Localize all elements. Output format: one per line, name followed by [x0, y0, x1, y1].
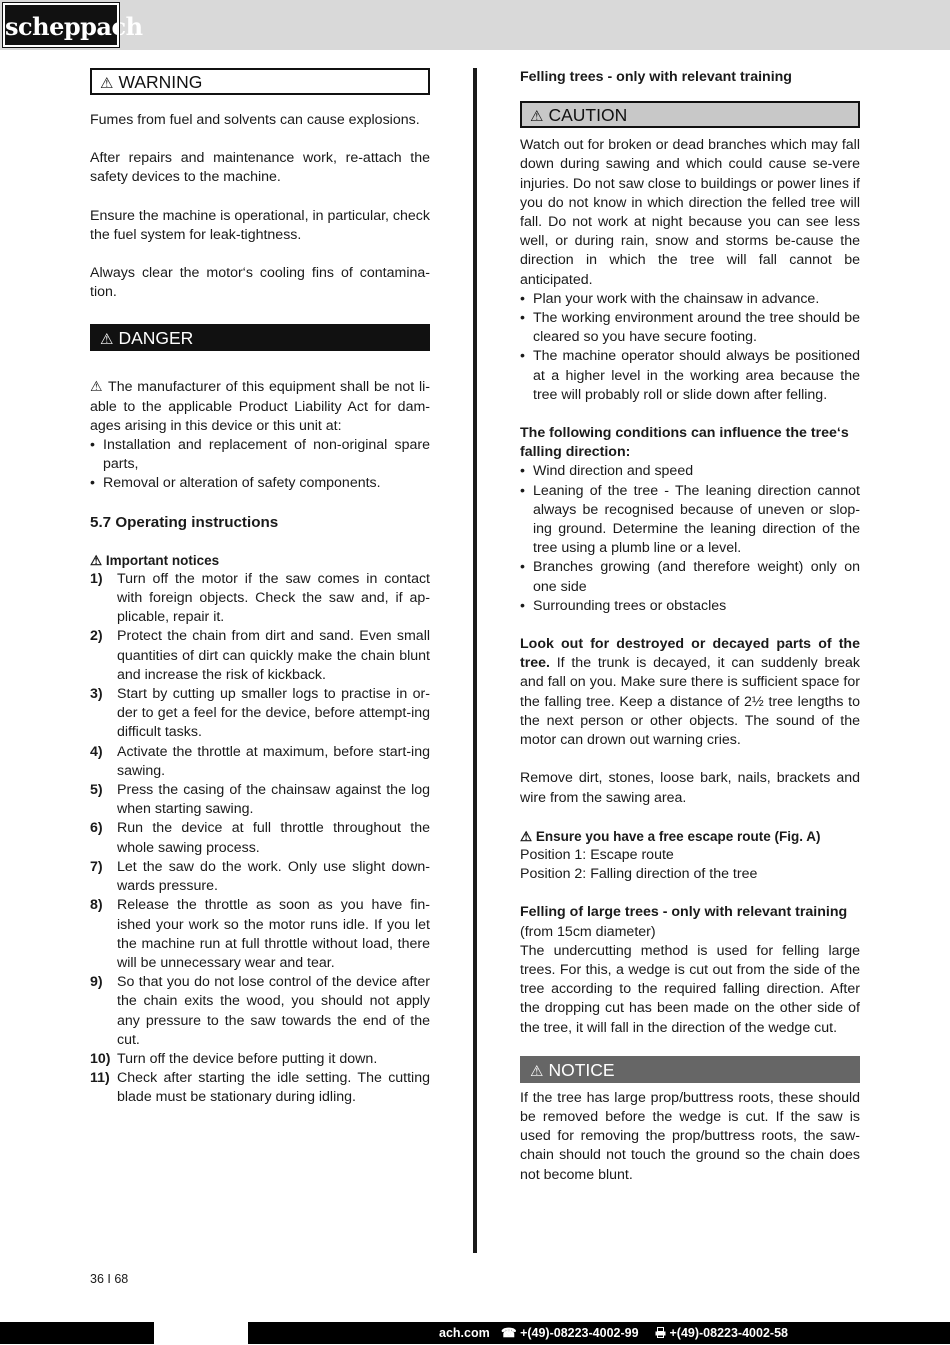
- section-heading: 5.7 Operating instructions: [90, 513, 279, 531]
- list-item: • Branches growing (and therefore weight) only on one side: [520, 558, 860, 596]
- list-text: Check after starting the idle setting. The cutting blade must be stationary during idling.: [117, 1070, 430, 1106]
- escape-heading: [520, 827, 860, 846]
- page-number: 36 I 68: [90, 1272, 129, 1286]
- conditions-bullet-list: [520, 462, 860, 616]
- warning-para-2: After repairs and maintenance work, re-attach the safety devices to the machine.: [90, 150, 430, 186]
- list-text: Protect the chain from dirt and sand. Even small quantities of dirt can quickly make the chain blunt and increase the risk of kickback.: [117, 628, 430, 683]
- warning-para-1: Fumes from fuel and solvents can cause explosions.: [90, 112, 420, 128]
- warning-para-4: Always clear the motor‘s cooling fins of contamina-tion.: [90, 265, 430, 301]
- list-number: 4): [90, 743, 103, 760]
- list-item: [90, 819, 430, 857]
- list-text: Turn off the device before putting it down.: [117, 1050, 378, 1067]
- list-text: Turn off the motor if the saw comes in contact with foreign objects. Check the saw and, if ap-plicable, repair it.: [117, 570, 430, 626]
- list-number: 3): [90, 686, 103, 703]
- caution-title: CAUTION: [548, 105, 628, 126]
- large-trees-sub: (from 15cm diameter): [520, 923, 656, 940]
- footer-fax: [655, 1322, 788, 1344]
- list-number: 7): [90, 858, 103, 875]
- large-trees-text: The undercutting method is used for felling large trees. For this, a wedge is cut out from the side of the tree according to the required falling direction. After the dropping cut has been made on the other side of the tree, it will fall in the direction of the wedge cut.: [520, 942, 860, 1036]
- footer-phone-number: +(49)-08223-4002-99: [520, 1326, 639, 1340]
- position-1: Position 1: Escape route: [520, 846, 674, 863]
- footer-website: ach.com: [439, 1326, 490, 1340]
- warning-triangle-icon: ⚠: [100, 75, 114, 92]
- footer-phone: [501, 1322, 639, 1344]
- decayed-body: If the trunk is decayed, it can suddenly break and fall on you. Make sure there is sufficient space for the falling tree. Keep a distance of 2½ tree lengths to the next person or other objects. The sound of the motor can drown out warning cries.: [520, 655, 860, 749]
- list-number: 2): [90, 628, 103, 645]
- large-trees-heading: Felling of large trees - only with relevant training: [520, 904, 848, 921]
- list-item: • The working environment around the tree should be cleared so you have secure footing.: [520, 309, 860, 347]
- phone-icon: ☎: [501, 1326, 517, 1340]
- column-divider: [473, 68, 477, 1253]
- remove-paragraph: Remove dirt, stones, loose bark, nails, brackets and wire from the sawing area.: [520, 770, 860, 806]
- list-item: [90, 1069, 430, 1107]
- notice-title: NOTICE: [548, 1059, 615, 1080]
- list-text: Activate the throttle at maximum, before start-ing sawing.: [117, 743, 430, 779]
- felling-heading: Felling trees - only with relevant training: [520, 69, 792, 85]
- warning-para-3: Ensure the machine is operational, in particular, check the fuel system for leak-tightness.: [90, 207, 430, 243]
- caution-box: [520, 101, 860, 128]
- list-text: Start by cutting up smaller logs to practise in or-der to get a feel for the device, before attempt-ing difficult tasks.: [117, 686, 430, 741]
- list-number: 5): [90, 782, 103, 799]
- danger-bullet-list: [90, 436, 430, 494]
- list-item: • Removal or alteration of safety components.: [90, 474, 430, 493]
- warning-box: [90, 68, 430, 95]
- danger-text: [90, 378, 430, 436]
- list-number: 6): [90, 820, 103, 837]
- warning-triangle-icon: ⚠: [90, 552, 103, 568]
- notice-box: [520, 1056, 860, 1083]
- left-column: [90, 68, 430, 1108]
- caution-bullet-list: [520, 290, 860, 405]
- list-number: 9): [90, 974, 103, 991]
- decayed-paragraph: [520, 635, 860, 750]
- list-item: [90, 973, 430, 1050]
- list-number: 10): [90, 1050, 111, 1067]
- list-item: • Surrounding trees or obstacles: [520, 597, 860, 616]
- warning-triangle-icon: ⚠: [100, 331, 114, 349]
- list-item: • The machine operator should always be positioned at a higher level in the working area because the tree will probably roll or slide down after felling.: [520, 347, 860, 405]
- list-item: [90, 685, 430, 743]
- footer-gap: [154, 1322, 248, 1344]
- list-text: Release the throttle as soon as you have fin-ished your work so the motor runs idle. If you let the machine run at full throttle without load, there will be unnecessary wear and tear.: [117, 897, 430, 971]
- notice-text: If the tree has large prop/buttress roots, these should be removed before the wedge is cut. If the saw is used for removing the prop/buttress roots, the saw-chain should not touch the ground so the chain does not become blunt.: [520, 1089, 860, 1183]
- list-item: [90, 896, 430, 973]
- list-item: [90, 781, 430, 819]
- list-item: • Installation and replacement of non-original spare parts,: [90, 436, 430, 474]
- list-text: Let the saw do the work. Only use slight down-wards pressure.: [117, 858, 430, 895]
- escape-heading-label: Ensure you have a free escape route (Fig. A): [535, 828, 821, 844]
- caution-text: Watch out for broken or dead branches which may fall down during sawing and which could cause se-vere injuries. Do not saw close to buildings or power lines if you do not know in which direction the felled tree will fall. Do not work at night because you can see less well, or during rain, snow and storms be-cause the direction in which the tree will fall cannot be anticipated.: [520, 137, 860, 288]
- warning-triangle-icon: ⚠: [520, 828, 533, 844]
- brand-logo: scheppach: [3, 3, 119, 47]
- list-number: 1): [90, 570, 103, 587]
- danger-text-body: The manufacturer of this equipment shall be not li-able to the applicable Product Liability Act for dam-ages arising in this device or this unit at:: [90, 379, 430, 434]
- warning-title: WARNING: [118, 72, 203, 92]
- warning-triangle-icon: ⚠: [530, 1062, 544, 1080]
- danger-title: DANGER: [118, 328, 194, 349]
- danger-box: [90, 324, 430, 351]
- list-item: • Wind direction and speed: [520, 462, 860, 481]
- right-column: [520, 68, 860, 1185]
- list-number: 8): [90, 897, 103, 914]
- conditions-heading: The following conditions can influence the tree‘s falling direction:: [520, 425, 849, 461]
- list-number: 11): [90, 1070, 110, 1087]
- footer-fax-number: +(49)-08223-4002-58: [669, 1326, 788, 1340]
- fax-icon: [655, 1327, 666, 1338]
- position-2: Position 2: Falling direction of the tree: [520, 866, 758, 883]
- list-item: [90, 1050, 430, 1069]
- decayed-lead: Look out for destroyed or decayed parts of the tree.: [520, 636, 860, 672]
- warning-triangle-icon: ⚠: [90, 379, 104, 396]
- list-item: • Leaning of the tree - The leaning direction cannot always be recognised because of uneven or slop-ing ground. Determine the leaning direction of the tree using a plumb line or a level.: [520, 482, 860, 559]
- list-item: • Plan your work with the chainsaw in advance.: [520, 290, 860, 309]
- list-item: [90, 627, 430, 685]
- warning-triangle-icon: ⚠: [530, 108, 544, 126]
- list-item: [90, 858, 430, 896]
- important-notices-label: Important notices: [105, 552, 220, 568]
- instructions-list: [90, 570, 430, 1108]
- list-item: [90, 570, 430, 628]
- important-notices-heading: [90, 551, 430, 570]
- list-text: Press the casing of the chainsaw against the log when starting sawing.: [117, 782, 430, 818]
- list-text: So that you do not lose control of the device after the chain exits the wood, you should not apply any pressure to the saw towards the end of the cut.: [117, 974, 430, 1048]
- list-text: Run the device at full throttle throughout the whole sawing process.: [117, 820, 430, 856]
- list-item: [90, 743, 430, 781]
